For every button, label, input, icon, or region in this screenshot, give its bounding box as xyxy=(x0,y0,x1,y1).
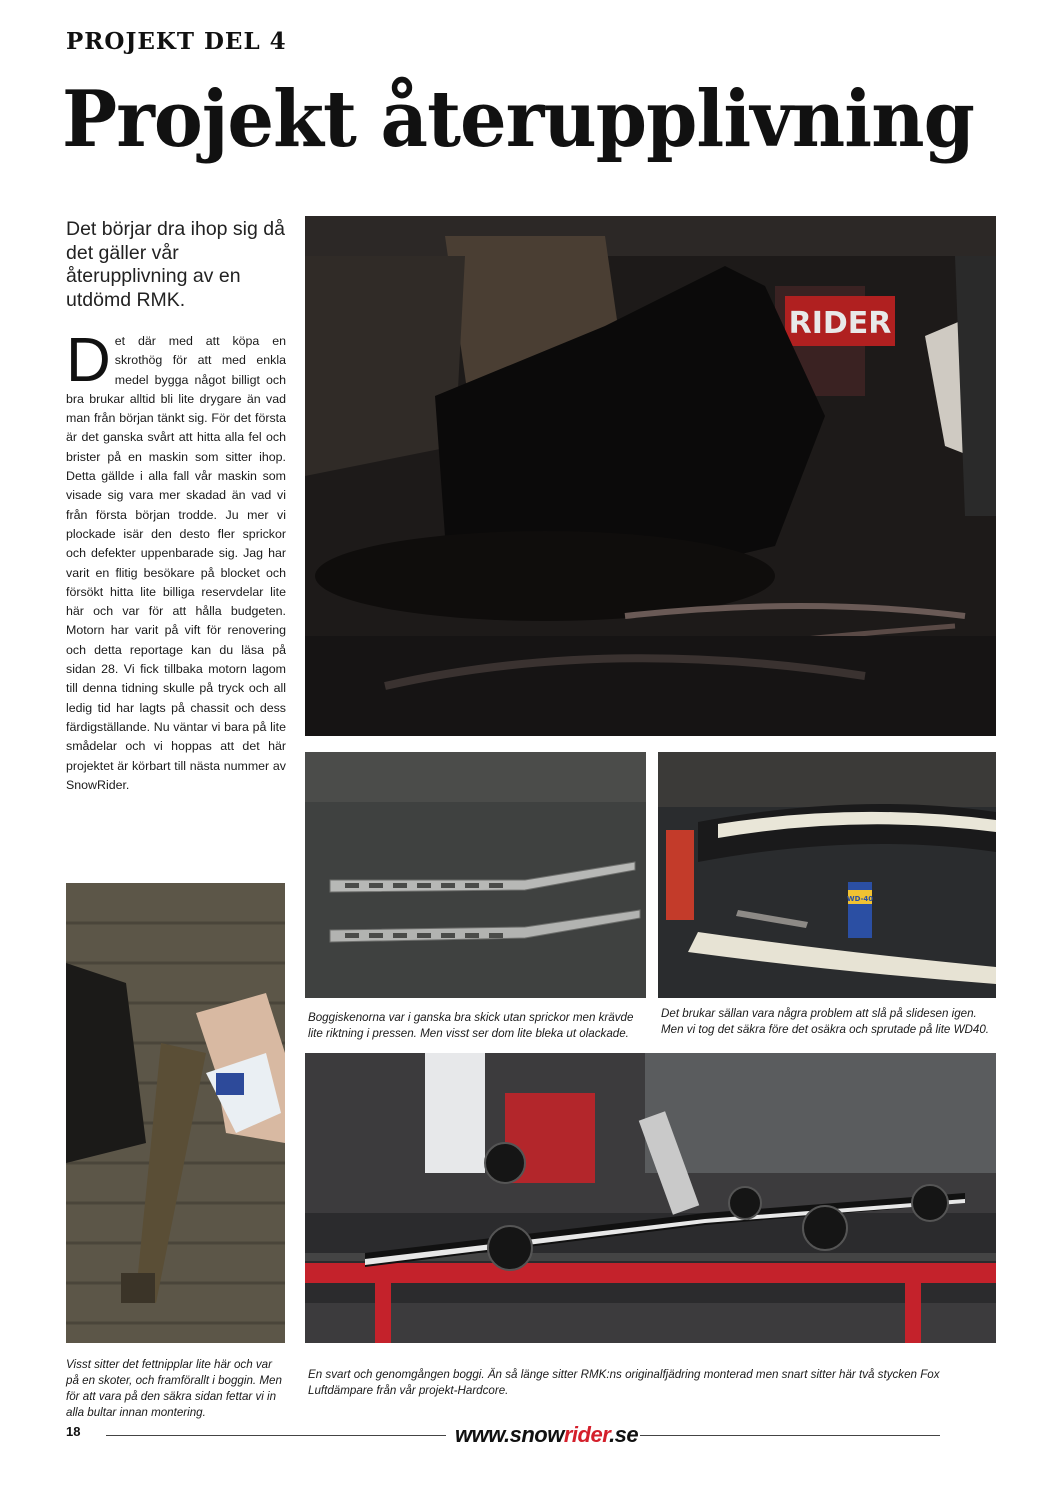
footer-site-suffix: .se xyxy=(609,1422,639,1447)
footer-divider-left xyxy=(106,1435,446,1436)
hero-photo-snowmobile xyxy=(305,216,996,736)
article-body-text: et där med att köpa en skrothög för att med enkla medel bygga något billigt och bra brukar alltid bli lite drygare än vad man från början tänkt sig. För det första är det ganska svårt att hitta alla fel och brister på en maskin som sitter ihop. Detta gällde i alla fall vår maskin som visade sig vara mer skadad än vad vi från första början trodde. Ju mer vi plockade isär den desto fler sprickor och defekter uppenbarade sig. Jag har varit en flitig besökare på blocket och försökt hitta lite billiga reservdelar lite här och var för att hålla budgeten. Motorn har varit på vift för renovering och detta reportage kan du läsa på sidan 28. Vi fick tillbaka motorn lagom till denna tidning skulle på tryck och all ledig tid har lagts på chassit och dess färdigställande. Nu väntar vi bara på lite smådelar och vi hoppas att det här projektet är körbart till nästa nummer av SnowRider. xyxy=(66,334,286,792)
footer-site-brand: rider xyxy=(563,1422,610,1447)
svg-text:WD-40: WD-40 xyxy=(846,895,874,903)
spray-can xyxy=(847,882,873,938)
article-lead: Det börjar dra ihop sig då det gäller vår återupplivning av en utdömd RMK. xyxy=(66,218,285,311)
photo-boggi-assembled xyxy=(305,1053,996,1343)
garage-sign xyxy=(785,296,895,346)
page-title: Projekt återupplivning xyxy=(62,74,974,165)
photo-boggi-rails xyxy=(305,752,646,998)
article-body xyxy=(66,326,286,795)
caption-slides: Det brukar sällan vara några problem att slå på slidesen igen. Men vi tog det säkra före det osäkra och sprutade på lite WD40. xyxy=(661,1007,990,1036)
caption-rails: Boggiskenorna var i ganska bra skick utan sprickor men krävde lite riktning i pressen. Men visst ser dom lite bleka ut olackade. xyxy=(308,1011,634,1040)
section-kicker: PROJEKT DEL 4 xyxy=(66,28,287,55)
drop-cap: D xyxy=(66,326,111,395)
photo-slides-wd40 xyxy=(658,752,996,998)
caption-grease: Visst sitter det fettnipplar lite här och var på en skoter, och framförallt i boggin. Men för att vara på den säkra sidan fettar vi in alla bultar innan montering. xyxy=(66,1358,282,1419)
footer-site-prefix: www.snow xyxy=(455,1422,564,1447)
svg-text:RIDER: RIDER xyxy=(788,306,892,341)
photo-greasing-bolts xyxy=(66,883,285,1343)
caption-boggi: En svart och genomgången boggi. Än så länge sitter RMK:ns originalfjädring monterad men snart sitter här två stycken Fox Luftdämpare från vår projekt-Hardcore. xyxy=(308,1368,940,1397)
footer-website[interactable] xyxy=(455,1422,638,1448)
footer-divider-right xyxy=(640,1435,940,1436)
page-number: 18 xyxy=(66,1424,81,1439)
